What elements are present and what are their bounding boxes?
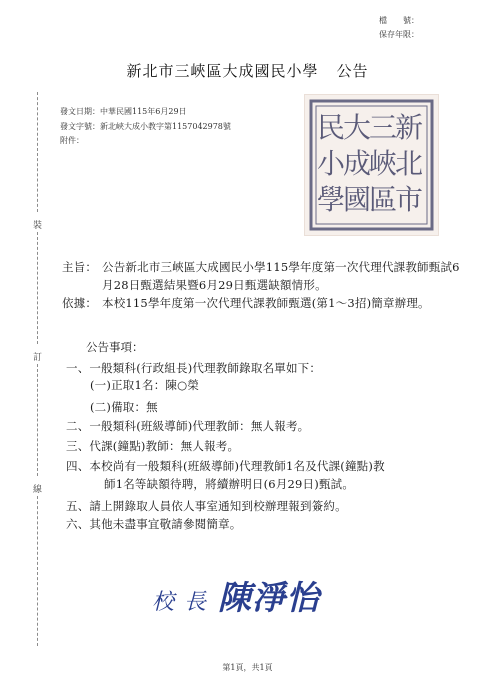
retention-period-label: 保存年限： (379, 30, 419, 39)
document-title (0, 60, 495, 81)
list-item (66, 359, 321, 377)
item-number: 六、 (66, 517, 90, 531)
seal-glyph: 小 (316, 147, 346, 180)
binding-mark-bind: 裝 (33, 221, 43, 231)
school-name: 新北市三峽區大成國民小學 (126, 62, 319, 80)
binding-line-1 (37, 92, 38, 212)
list-item (66, 457, 466, 493)
list-item (90, 376, 199, 394)
seal-glyph: 大 (342, 111, 372, 144)
page-footer: 第1頁，共1頁 (222, 663, 273, 672)
official-seal (304, 94, 439, 236)
seal-glyph: 市 (394, 183, 424, 216)
list-item (66, 437, 239, 455)
seal-stamp-icon (305, 95, 438, 235)
item-number: (一) (90, 378, 112, 392)
reference-number (60, 122, 231, 132)
reference-number-label: 發文字號： (60, 122, 100, 131)
item-number: 三、 (66, 439, 90, 453)
reference-number-value: 新北峽大成小教字第1157042978號 (100, 122, 231, 131)
binding-line-4 (37, 496, 38, 646)
basis-label: 依據： (62, 296, 98, 310)
issue-date-value: 中華民國115年6月29日 (100, 107, 187, 116)
item-text: 請上開錄取人員依人事室通知到校辦理報到簽約。 (89, 499, 347, 513)
binding-line-2 (37, 232, 38, 344)
item-text: 一般類科(班級導師)代理教師：無人報考。 (89, 419, 310, 433)
attachment (60, 136, 84, 146)
binding-mark-staple: 訂 (33, 353, 43, 363)
item-text: 其他未盡事宜敬請參閱簡章。 (89, 517, 242, 531)
item-text: 本校尚有一般類科(班級導師)代理教師1名及代課(鐘點)教 (89, 459, 385, 473)
seal-glyph: 國 (342, 183, 372, 216)
item-number: 二、 (66, 419, 90, 433)
seal-glyph: 區 (368, 183, 398, 216)
archive-number-label: 檔 號： (379, 16, 419, 25)
announcement-heading: 公告事項： (86, 340, 144, 354)
seal-glyph: 成 (342, 147, 372, 180)
list-item (90, 398, 158, 416)
item-text: 備取：無 (111, 400, 158, 414)
item-text: 代課(鐘點)教師：無人報考。 (89, 439, 240, 453)
seal-glyph: 新 (394, 111, 424, 144)
binding-line-3 (37, 364, 38, 476)
archive-number (379, 16, 467, 26)
subject (62, 258, 462, 294)
subject-text: 公告新北市三峽區大成國民小學115學年度第一次代理代課教師甄試6月28日甄選結果暨6月29日甄選缺額情形。 (102, 260, 460, 292)
principal-signature (152, 572, 320, 619)
item-number: 五、 (66, 499, 90, 513)
signature-name: 陳淨怡 (218, 578, 321, 617)
item-text: 正取1名：陳○榮 (111, 378, 200, 392)
list-item (66, 515, 242, 533)
seal-glyph: 三 (368, 111, 398, 144)
attachment-label: 附件： (60, 136, 84, 145)
seal-glyph: 學 (316, 183, 346, 216)
item-number: (二) (90, 400, 112, 414)
retention-period (379, 30, 467, 40)
item-number: 一、 (66, 361, 90, 375)
item-text-continued: 師1名等缺額待聘，將續辦明日(6月29日)甄試。 (104, 477, 355, 491)
list-item (66, 497, 347, 515)
binding-mark-line: 線 (33, 485, 43, 495)
basis (62, 294, 462, 312)
doc-type: 公告 (336, 62, 369, 80)
signature-role: 校長 (152, 590, 217, 615)
item-text: 一般類科(行政組長)代理教師錄取名單如下： (89, 361, 322, 375)
list-item (66, 417, 309, 435)
item-number: 四、 (66, 459, 90, 473)
seal-glyph: 民 (316, 111, 346, 144)
issue-date-label: 發文日期： (60, 107, 100, 116)
seal-glyph: 峽 (368, 147, 398, 180)
subject-label: 主旨： (62, 260, 98, 274)
basis-text: 本校115學年度第一次代理代課教師甄選(第1～3招)簡章辦理。 (102, 296, 430, 310)
seal-glyph: 北 (394, 147, 424, 180)
issue-date (60, 107, 187, 117)
